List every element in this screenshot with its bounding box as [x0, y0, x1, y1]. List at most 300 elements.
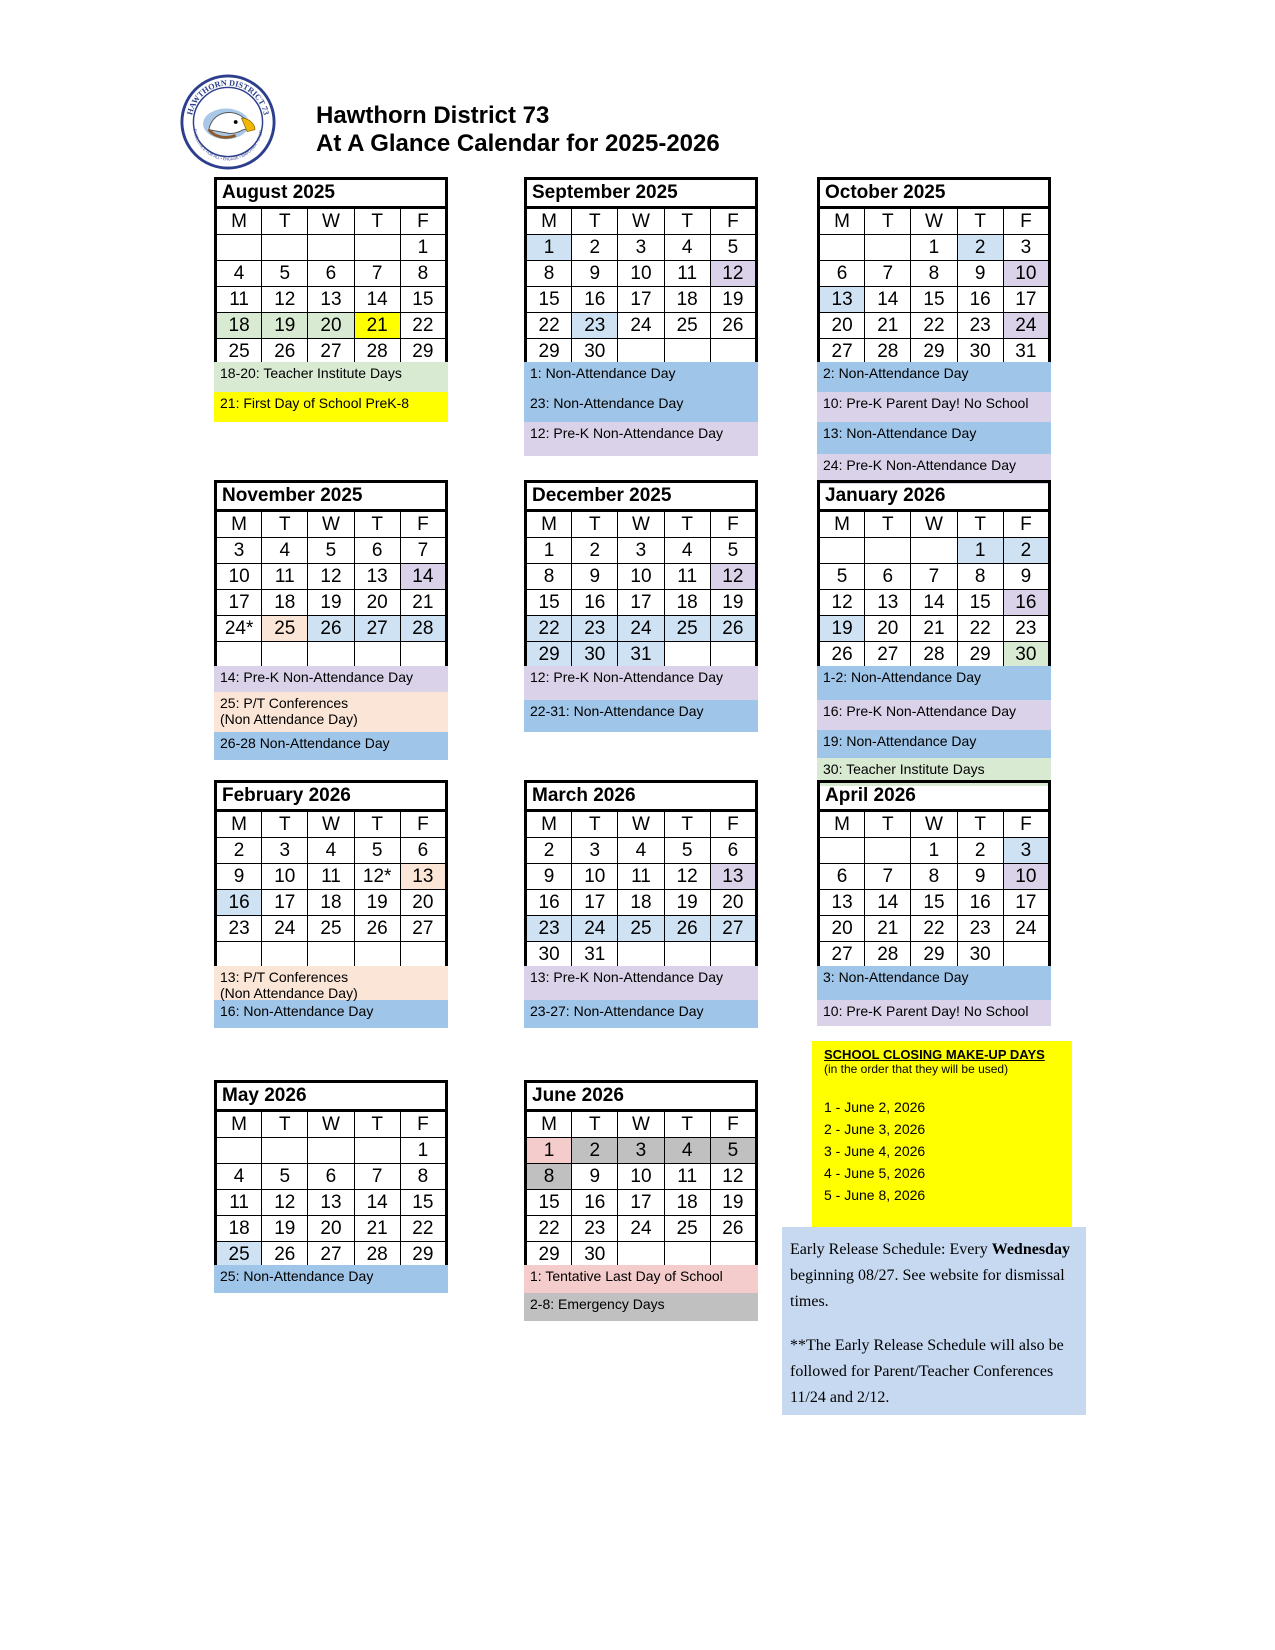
page-title	[316, 102, 720, 158]
day-cell: 13	[308, 287, 354, 313]
day-cell: 22	[526, 313, 572, 339]
day-cell: 1	[911, 838, 957, 864]
day-cell: 14	[911, 590, 957, 616]
day-cell: 25	[262, 616, 308, 642]
title-district: Hawthorn District 73	[316, 102, 550, 129]
day-cell: 3	[618, 1138, 664, 1164]
empty-day-cell	[308, 642, 354, 669]
month-legend	[524, 1265, 758, 1321]
day-cell: 25	[216, 1242, 262, 1269]
day-cell: 16	[572, 590, 618, 616]
day-cell: 12	[819, 590, 865, 616]
day-cell: 5	[262, 1164, 308, 1190]
day-cell: 8	[526, 261, 572, 287]
day-cell: 27	[400, 916, 446, 942]
weekday-header: W	[618, 208, 664, 235]
day-cell: 7	[354, 261, 400, 287]
empty-day-cell	[262, 235, 308, 261]
day-cell: 28	[865, 339, 911, 366]
weekday-header: T	[262, 208, 308, 235]
day-cell: 10	[618, 261, 664, 287]
day-cell: 31	[572, 942, 618, 969]
day-cell: 16	[526, 890, 572, 916]
day-cell: 29	[526, 642, 572, 669]
day-cell: 1	[526, 1138, 572, 1164]
legend-note: 23-27: Non-Attendance Day	[524, 1000, 758, 1028]
month-calendar	[214, 480, 448, 670]
day-cell: 22	[911, 916, 957, 942]
day-cell: 20	[400, 890, 446, 916]
day-cell: 12	[262, 1190, 308, 1216]
legend-note: 12: Pre-K Non-Attendance Day	[524, 422, 758, 456]
day-cell: 20	[308, 313, 354, 339]
day-cell: 12*	[354, 864, 400, 890]
day-cell: 13	[710, 864, 756, 890]
day-cell: 17	[262, 890, 308, 916]
month-title: December 2025	[526, 482, 757, 511]
day-cell: 15	[526, 590, 572, 616]
weekday-header: M	[526, 511, 572, 538]
weekday-header: T	[262, 1111, 308, 1138]
month-title: June 2026	[526, 1082, 757, 1111]
day-cell: 4	[618, 838, 664, 864]
makeup-item: 2 - June 3, 2026	[824, 1121, 926, 1137]
day-cell: 27	[819, 942, 865, 969]
logo-motto: EXCELLENCE FOR ALL • ENGAGE • EMPOWER • EXCEL	[192, 128, 264, 162]
weekday-header: W	[308, 511, 354, 538]
day-cell: 12	[262, 287, 308, 313]
empty-day-cell	[354, 1138, 400, 1164]
day-cell: 23	[957, 916, 1003, 942]
day-cell: 6	[354, 538, 400, 564]
day-cell: 29	[400, 339, 446, 366]
month-calendar	[524, 177, 758, 367]
day-cell: 30	[1003, 642, 1049, 669]
weekday-header: T	[664, 1111, 710, 1138]
weekday-header: W	[618, 811, 664, 838]
day-cell: 23	[572, 313, 618, 339]
day-cell: 12	[664, 864, 710, 890]
month-legend	[214, 966, 448, 1028]
empty-day-cell	[664, 642, 710, 669]
day-cell: 30	[572, 642, 618, 669]
day-cell: 30	[526, 942, 572, 969]
day-cell: 4	[664, 1138, 710, 1164]
weekday-header: M	[819, 511, 865, 538]
day-cell: 20	[710, 890, 756, 916]
day-cell: 13	[400, 864, 446, 890]
day-cell: 5	[664, 838, 710, 864]
day-cell: 18	[664, 287, 710, 313]
day-cell: 8	[911, 864, 957, 890]
day-cell: 14	[865, 287, 911, 313]
weekday-header: T	[354, 1111, 400, 1138]
day-cell: 20	[819, 313, 865, 339]
empty-day-cell	[308, 235, 354, 261]
day-cell: 9	[957, 864, 1003, 890]
month-title: April 2026	[819, 782, 1050, 811]
day-cell: 19	[819, 616, 865, 642]
month-legend	[214, 1265, 448, 1293]
empty-day-cell	[819, 838, 865, 864]
day-cell: 19	[664, 890, 710, 916]
day-cell: 15	[957, 590, 1003, 616]
makeup-title: SCHOOL CLOSING MAKE-UP DAYS	[824, 1047, 1045, 1062]
day-cell: 22	[526, 1216, 572, 1242]
day-cell: 27	[865, 642, 911, 669]
weekday-header: F	[1003, 511, 1049, 538]
day-cell: 17	[1003, 287, 1049, 313]
day-cell: 30	[572, 1242, 618, 1269]
day-cell: 21	[400, 590, 446, 616]
day-cell: 18	[216, 1216, 262, 1242]
legend-note: 10: Pre-K Parent Day! No School	[817, 392, 1051, 422]
day-cell: 26	[262, 339, 308, 366]
day-cell: 3	[216, 538, 262, 564]
weekday-header: T	[957, 511, 1003, 538]
weekday-header: F	[710, 208, 756, 235]
day-cell: 6	[308, 1164, 354, 1190]
weekday-header: M	[819, 811, 865, 838]
legend-note: 23: Non-Attendance Day	[524, 392, 758, 422]
day-cell: 17	[618, 590, 664, 616]
early-release-text	[790, 1237, 1078, 1315]
day-cell: 22	[526, 616, 572, 642]
month-legend	[214, 362, 448, 422]
day-cell: 4	[664, 235, 710, 261]
day-cell: 1	[911, 235, 957, 261]
legend-note: 14: Pre-K Non-Attendance Day	[214, 666, 448, 692]
day-cell: 29	[526, 339, 572, 366]
day-cell: 30	[957, 339, 1003, 366]
day-cell: 24	[262, 916, 308, 942]
weekday-header: M	[216, 511, 262, 538]
legend-note: 1: Tentative Last Day of School	[524, 1265, 758, 1293]
empty-day-cell	[710, 942, 756, 969]
empty-day-cell	[865, 235, 911, 261]
legend-note: 2-8: Emergency Days	[524, 1293, 758, 1321]
day-cell: 5	[710, 235, 756, 261]
month-legend	[524, 966, 758, 1028]
day-cell: 27	[308, 1242, 354, 1269]
day-cell: 26	[710, 1216, 756, 1242]
day-cell: 10	[618, 1164, 664, 1190]
month-calendar	[214, 780, 448, 970]
day-cell: 10	[1003, 261, 1049, 287]
weekday-header: M	[526, 811, 572, 838]
day-cell: 29	[400, 1242, 446, 1269]
day-cell: 4	[308, 838, 354, 864]
empty-day-cell	[354, 642, 400, 669]
weekday-header: T	[572, 511, 618, 538]
legend-note: 10: Pre-K Parent Day! No School	[817, 1000, 1051, 1026]
weekday-header: T	[664, 208, 710, 235]
day-cell: 22	[911, 313, 957, 339]
day-cell: 8	[957, 564, 1003, 590]
empty-day-cell	[262, 942, 308, 969]
early-release-box	[782, 1227, 1086, 1415]
weekday-header: T	[572, 208, 618, 235]
empty-day-cell	[819, 538, 865, 564]
day-cell: 13	[865, 590, 911, 616]
month-legend	[817, 966, 1051, 1026]
day-cell: 13	[308, 1190, 354, 1216]
day-cell: 26	[664, 916, 710, 942]
legend-note: 18-20: Teacher Institute Days	[214, 362, 448, 392]
weekday-header: F	[400, 511, 446, 538]
empty-day-cell	[710, 642, 756, 669]
day-cell: 19	[354, 890, 400, 916]
day-cell: 15	[911, 287, 957, 313]
day-cell: 24	[618, 1216, 664, 1242]
day-cell: 2	[572, 1138, 618, 1164]
weekday-header: W	[911, 811, 957, 838]
day-cell: 14	[400, 564, 446, 590]
day-cell: 26	[308, 616, 354, 642]
early-release-text-start: Early Release Schedule: Every	[790, 1241, 992, 1258]
empty-day-cell	[865, 538, 911, 564]
day-cell: 27	[819, 339, 865, 366]
day-cell: 21	[354, 313, 400, 339]
weekday-header: W	[618, 1111, 664, 1138]
day-cell: 19	[262, 1216, 308, 1242]
legend-note: 21: First Day of School PreK-8	[214, 392, 448, 422]
day-cell: 23	[1003, 616, 1049, 642]
day-cell: 17	[216, 590, 262, 616]
weekday-header: T	[957, 811, 1003, 838]
day-cell: 12	[710, 564, 756, 590]
day-cell: 14	[865, 890, 911, 916]
day-cell: 29	[911, 339, 957, 366]
weekday-header: F	[400, 811, 446, 838]
day-cell: 24	[618, 616, 664, 642]
day-cell: 18	[664, 590, 710, 616]
legend-note: 30: Teacher Institute Days	[817, 758, 1051, 786]
day-cell: 8	[400, 1164, 446, 1190]
day-cell: 2	[1003, 538, 1049, 564]
day-cell: 11	[216, 287, 262, 313]
day-cell: 11	[664, 1164, 710, 1190]
day-cell: 20	[354, 590, 400, 616]
day-cell: 5	[710, 538, 756, 564]
day-cell: 3	[1003, 235, 1049, 261]
day-cell: 28	[911, 642, 957, 669]
day-cell: 9	[572, 1164, 618, 1190]
day-cell: 9	[957, 261, 1003, 287]
day-cell: 1	[526, 235, 572, 261]
day-cell: 31	[618, 642, 664, 669]
day-cell: 29	[526, 1242, 572, 1269]
day-cell: 8	[911, 261, 957, 287]
day-cell: 17	[618, 287, 664, 313]
empty-day-cell	[216, 1138, 262, 1164]
day-cell: 17	[1003, 890, 1049, 916]
empty-day-cell	[819, 235, 865, 261]
day-cell: 4	[664, 538, 710, 564]
day-cell: 14	[354, 287, 400, 313]
month-legend	[817, 666, 1051, 786]
day-cell: 15	[526, 287, 572, 313]
empty-day-cell	[308, 1138, 354, 1164]
day-cell: 10	[618, 564, 664, 590]
day-cell: 9	[216, 864, 262, 890]
day-cell: 25	[216, 339, 262, 366]
day-cell: 15	[911, 890, 957, 916]
makeup-item: 3 - June 4, 2026	[824, 1143, 926, 1159]
day-cell: 22	[400, 1216, 446, 1242]
day-cell: 2	[957, 235, 1003, 261]
day-cell: 31	[1003, 339, 1049, 366]
day-cell: 26	[710, 313, 756, 339]
weekday-header: W	[308, 1111, 354, 1138]
day-cell: 26	[710, 616, 756, 642]
month-calendar	[214, 1080, 448, 1270]
title-calendar: At A Glance Calendar for 2025-2026	[316, 130, 720, 157]
weekday-header: T	[354, 511, 400, 538]
empty-day-cell	[308, 942, 354, 969]
day-cell: 27	[354, 616, 400, 642]
day-cell: 9	[1003, 564, 1049, 590]
day-cell: 7	[911, 564, 957, 590]
month-legend	[524, 666, 758, 732]
empty-day-cell	[400, 942, 446, 969]
weekday-header: F	[710, 511, 756, 538]
empty-day-cell	[216, 642, 262, 669]
day-cell: 21	[865, 313, 911, 339]
legend-note: 13: Pre-K Non-Attendance Day	[524, 966, 758, 1000]
weekday-header: W	[911, 208, 957, 235]
day-cell: 12	[710, 261, 756, 287]
day-cell: 24	[618, 313, 664, 339]
day-cell: 28	[400, 616, 446, 642]
day-cell: 19	[710, 1190, 756, 1216]
weekday-header: M	[526, 208, 572, 235]
weekday-header: T	[572, 1111, 618, 1138]
weekday-header: F	[710, 811, 756, 838]
day-cell: 18	[216, 313, 262, 339]
day-cell: 7	[400, 538, 446, 564]
empty-day-cell	[618, 942, 664, 969]
month-calendar	[524, 1080, 758, 1270]
legend-note: 19: Non-Attendance Day	[817, 730, 1051, 758]
day-cell: 23	[957, 313, 1003, 339]
day-cell: 16	[572, 287, 618, 313]
day-cell: 26	[262, 1242, 308, 1269]
day-cell: 25	[664, 1216, 710, 1242]
makeup-subtitle: (in the order that they will be used)	[824, 1062, 1009, 1076]
empty-day-cell	[400, 642, 446, 669]
day-cell: 23	[216, 916, 262, 942]
makeup-item: 5 - June 8, 2026	[824, 1187, 926, 1203]
weekday-header: M	[526, 1111, 572, 1138]
day-cell: 19	[308, 590, 354, 616]
day-cell: 20	[308, 1216, 354, 1242]
day-cell: 9	[526, 864, 572, 890]
day-cell: 28	[354, 1242, 400, 1269]
empty-day-cell	[664, 942, 710, 969]
weekday-header: T	[664, 511, 710, 538]
early-release-text-end: beginning 08/27. See website for dismissal times.	[790, 1267, 1065, 1310]
day-cell: 2	[572, 235, 618, 261]
day-cell: 6	[308, 261, 354, 287]
month-title: August 2025	[216, 179, 447, 208]
legend-note: 12: Pre-K Non-Attendance Day	[524, 666, 758, 700]
day-cell: 16	[216, 890, 262, 916]
day-cell: 24	[1003, 313, 1049, 339]
day-cell: 24*	[216, 616, 262, 642]
month-title: September 2025	[526, 179, 757, 208]
day-cell: 11	[664, 261, 710, 287]
day-cell: 5	[710, 1138, 756, 1164]
day-cell: 14	[354, 1190, 400, 1216]
weekday-header: F	[710, 1111, 756, 1138]
day-cell: 10	[1003, 864, 1049, 890]
weekday-header: M	[216, 208, 262, 235]
day-cell: 21	[911, 616, 957, 642]
day-cell: 6	[400, 838, 446, 864]
day-cell: 25	[618, 916, 664, 942]
empty-day-cell	[911, 538, 957, 564]
day-cell: 21	[865, 916, 911, 942]
day-cell: 7	[865, 261, 911, 287]
day-cell: 6	[819, 261, 865, 287]
legend-note: 13: Non-Attendance Day	[817, 422, 1051, 454]
weekday-header: M	[216, 1111, 262, 1138]
day-cell: 29	[957, 642, 1003, 669]
month-calendar	[817, 780, 1051, 970]
day-cell: 5	[308, 538, 354, 564]
day-cell: 1	[526, 538, 572, 564]
day-cell: 26	[819, 642, 865, 669]
weekday-header: T	[354, 811, 400, 838]
empty-day-cell	[216, 235, 262, 261]
legend-note: 2: Non-Attendance Day	[817, 362, 1051, 392]
day-cell: 19	[262, 313, 308, 339]
day-cell: 15	[526, 1190, 572, 1216]
day-cell: 30	[572, 339, 618, 366]
legend-note: 25: P/T Conferences (Non Attendance Day)	[214, 692, 448, 732]
empty-day-cell	[262, 642, 308, 669]
makeup-item: 1 - June 2, 2026	[824, 1099, 926, 1115]
weekday-header: T	[865, 511, 911, 538]
weekday-header: T	[865, 811, 911, 838]
month-calendar	[524, 480, 758, 670]
day-cell: 17	[572, 890, 618, 916]
day-cell: 9	[572, 564, 618, 590]
month-title: October 2025	[819, 179, 1050, 208]
weekday-header: F	[400, 208, 446, 235]
day-cell: 3	[618, 235, 664, 261]
legend-note: 3: Non-Attendance Day	[817, 966, 1051, 1000]
weekday-header: W	[911, 511, 957, 538]
weekday-header: W	[618, 511, 664, 538]
legend-note: 16: Non-Attendance Day	[214, 1000, 448, 1028]
weekday-header: F	[1003, 208, 1049, 235]
day-cell: 1	[400, 235, 446, 261]
day-cell: 4	[216, 261, 262, 287]
weekday-header: T	[957, 208, 1003, 235]
day-cell: 8	[526, 1164, 572, 1190]
day-cell: 16	[957, 890, 1003, 916]
day-cell: 13	[819, 287, 865, 313]
weekday-header: W	[308, 811, 354, 838]
empty-day-cell	[354, 235, 400, 261]
day-cell: 3	[1003, 838, 1049, 864]
empty-day-cell	[865, 838, 911, 864]
day-cell: 3	[618, 538, 664, 564]
month-title: November 2025	[216, 482, 447, 511]
legend-note: 22-31: Non-Attendance Day	[524, 700, 758, 732]
